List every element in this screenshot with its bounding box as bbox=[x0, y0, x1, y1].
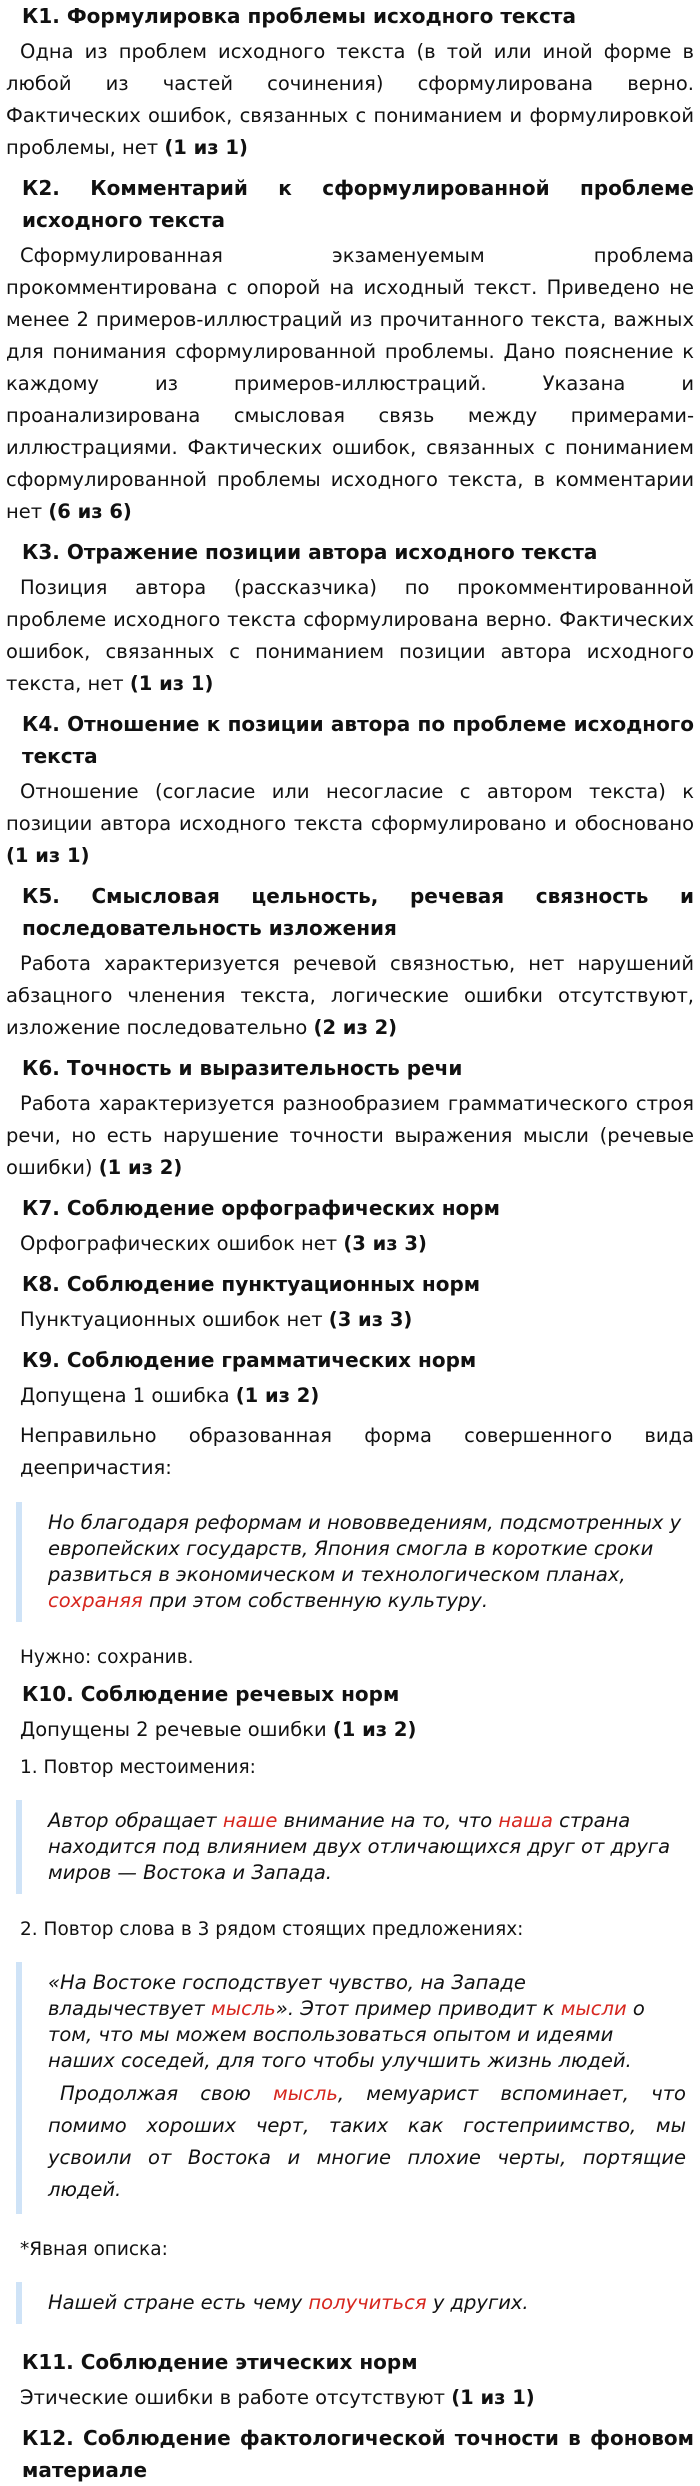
criterion-description: Орфографических ошибок нет bbox=[20, 1232, 338, 1255]
error-highlight: мысли bbox=[560, 1997, 627, 2020]
criterion-score: (1 из 1) bbox=[129, 672, 214, 695]
criterion-k5 bbox=[0, 880, 700, 1044]
criterion-title: К2. Комментарий к сформулированной проблеме исходного текста bbox=[22, 176, 694, 232]
correction-note: Нужно: сохранив. bbox=[20, 1647, 194, 1668]
criterion-description: Допущена 1 ошибка bbox=[20, 1384, 230, 1407]
criterion-k3 bbox=[0, 536, 700, 700]
criterion-text bbox=[0, 1088, 700, 1184]
criterion-title: К7. Соблюдение орфографических норм bbox=[22, 1196, 500, 1220]
quote-text: ». Этот пример приводит к bbox=[275, 1997, 555, 2020]
criterion-description: Сформулированная экзаменуемым проблема прокомментирована с опорой на исходный текст. Приведено не менее 2 примеров-иллюстраций из прочитанного текста, важных для понимания сформулированной проблемы. Дано пояснение к каждому из примеров-иллюстраций. Указана и проанализирована смысловая связь между примерами-иллюстрациями. Фактических ошибок, связанных с пониманием сформулированной проблемы исходного текста, в комментарии нет bbox=[6, 244, 694, 523]
error-highlight: наше bbox=[222, 1809, 278, 1832]
criterion-k11 bbox=[0, 2346, 700, 2414]
criterion-score: (1 из 2) bbox=[332, 1718, 417, 1741]
criterion-score: (1 из 1) bbox=[164, 136, 248, 159]
criterion-title: К1. Формулировка проблемы исходного текста bbox=[22, 4, 577, 28]
criterion-k8 bbox=[0, 1268, 700, 1336]
criterion-description: Этические ошибки в работе отсутствуют bbox=[20, 2386, 445, 2409]
criterion-text bbox=[0, 1714, 700, 1746]
quote-text: при этом собственную культуру. bbox=[148, 1589, 489, 1612]
criterion-k10 bbox=[0, 1678, 700, 2324]
criterion-text bbox=[0, 948, 700, 1044]
criterion-description: Допущены 2 речевые ошибки bbox=[20, 1718, 327, 1741]
criterion-text bbox=[0, 572, 700, 700]
criterion-text bbox=[0, 240, 700, 528]
criterion-k2 bbox=[0, 172, 700, 528]
criterion-text bbox=[0, 776, 700, 872]
quote-text: «На Востоке господствует чувство, на Западе владычествует bbox=[48, 1971, 526, 2020]
criterion-text bbox=[0, 36, 700, 164]
quote-text: Нашей стране есть чему bbox=[48, 2291, 303, 2314]
criterion-title: К6. Точность и выразительность речи bbox=[22, 1056, 463, 1080]
criterion-score: (1 из 2) bbox=[98, 1156, 183, 1179]
criterion-text bbox=[0, 1380, 700, 1412]
quote-text: Автор обращает bbox=[48, 1809, 217, 1832]
criterion-score: (1 из 1) bbox=[451, 2386, 535, 2409]
error-note: Неправильно образованная форма совершенного вида деепричастия: bbox=[20, 1424, 694, 1479]
typo-label: *Явная описка: bbox=[20, 2239, 168, 2260]
error-highlight: получиться bbox=[308, 2291, 427, 2314]
quote-text: у других. bbox=[432, 2291, 529, 2314]
criterion-title: К3. Отражение позиции автора исходного текста bbox=[22, 540, 598, 564]
criterion-k7 bbox=[0, 1192, 700, 1260]
quote-text: о том, что мы можем воспользоваться опытом и идеями наших соседей, для того чтобы улучшить жизнь людей. bbox=[48, 1997, 645, 2072]
error-quote bbox=[16, 1502, 694, 1622]
error-highlight: мысль bbox=[210, 1997, 276, 2020]
criterion-score: (2 из 2) bbox=[313, 1016, 398, 1039]
criterion-title: К9. Соблюдение грамматических норм bbox=[22, 1348, 477, 1372]
error-highlight: наша bbox=[498, 1809, 553, 1832]
quote-text: страна находится под влиянием двух отличающихся друг от друга миров — Востока и Запада. bbox=[48, 1809, 671, 1884]
error-quote bbox=[16, 2282, 694, 2324]
criterion-score: (3 из 3) bbox=[343, 1232, 427, 1255]
criterion-score: (1 из 2) bbox=[235, 1384, 320, 1407]
error-item-label: 2. Повтор слова в 3 рядом стоящих предложениях: bbox=[20, 1919, 524, 1940]
criterion-k9 bbox=[0, 1344, 700, 1672]
error-highlight: мысль bbox=[273, 2082, 338, 2105]
criterion-description: Одна из проблем исходного текста (в той или иной форме в любой из частей сочинения) сформулирована верно. Фактических ошибок, связанных с пониманием и формулировкой проблемы, нет bbox=[6, 40, 694, 159]
criterion-description: Работа характеризуется разнообразием грамматического строя речи, но есть нарушение точности выражения мысли (речевые ошибки) bbox=[6, 1092, 694, 1179]
criterion-k12 bbox=[0, 2422, 700, 2486]
criterion-title: К8. Соблюдение пунктуационных норм bbox=[22, 1272, 481, 1296]
quote-text: Но благодаря реформам и нововведениям, подсмотренных у европейских государств, Япония смогла в короткие сроки развиться в экономическом и технологическом планах, bbox=[48, 1511, 682, 1586]
criterion-title: К10. Соблюдение речевых норм bbox=[22, 1682, 400, 1706]
criterion-score: (3 из 3) bbox=[328, 1308, 413, 1331]
quote-text: , мемуарист вспоминает, что помимо хороших черт, таких как гостеприимство, мы усвоили от Востока и многие плохие черты, портящие людей. bbox=[48, 2082, 686, 2201]
quote-text: Продолжая свою bbox=[60, 2082, 251, 2105]
error-quote bbox=[16, 1800, 694, 1894]
criterion-title: К5. Смысловая цельность, речевая связность и последовательность изложения bbox=[22, 884, 694, 940]
criterion-title: К4. Отношение к позиции автора по проблеме исходного текста bbox=[22, 712, 694, 768]
criterion-k6 bbox=[0, 1052, 700, 1184]
criterion-description: Пунктуационных ошибок нет bbox=[20, 1308, 323, 1331]
criterion-text bbox=[0, 1304, 700, 1336]
criterion-description: Работа характеризуется речевой связностью, нет нарушений абзацного членения текста, логические ошибки отсутствуют, изложение последовательно bbox=[6, 952, 694, 1039]
criterion-title: К11. Соблюдение этических норм bbox=[22, 2350, 418, 2374]
criterion-description: Позиция автора (рассказчика) по прокомментированной проблеме исходного текста сформулирована верно. Фактических ошибок, связанных с пониманием позиции автора исходного текста, нет bbox=[6, 576, 694, 695]
criterion-score: (6 из 6) bbox=[48, 500, 132, 523]
criterion-text bbox=[0, 2382, 700, 2414]
criterion-description: Отношение (согласие или несогласие с автором текста) к позиции автора исходного текста сформулировано и обосновано bbox=[6, 780, 694, 835]
quote-text: внимание на то, что bbox=[283, 1809, 493, 1832]
error-highlight: сохраняя bbox=[48, 1589, 143, 1612]
criterion-k1 bbox=[0, 0, 700, 164]
criterion-title: К12. Соблюдение фактологической точности в фоновом материале bbox=[22, 2426, 694, 2482]
criterion-k4 bbox=[0, 708, 700, 872]
error-item-label: 1. Повтор местоимения: bbox=[20, 1757, 256, 1778]
error-quote bbox=[16, 1962, 694, 2214]
criterion-text bbox=[0, 1228, 700, 1260]
criterion-score: (1 из 1) bbox=[6, 844, 90, 867]
